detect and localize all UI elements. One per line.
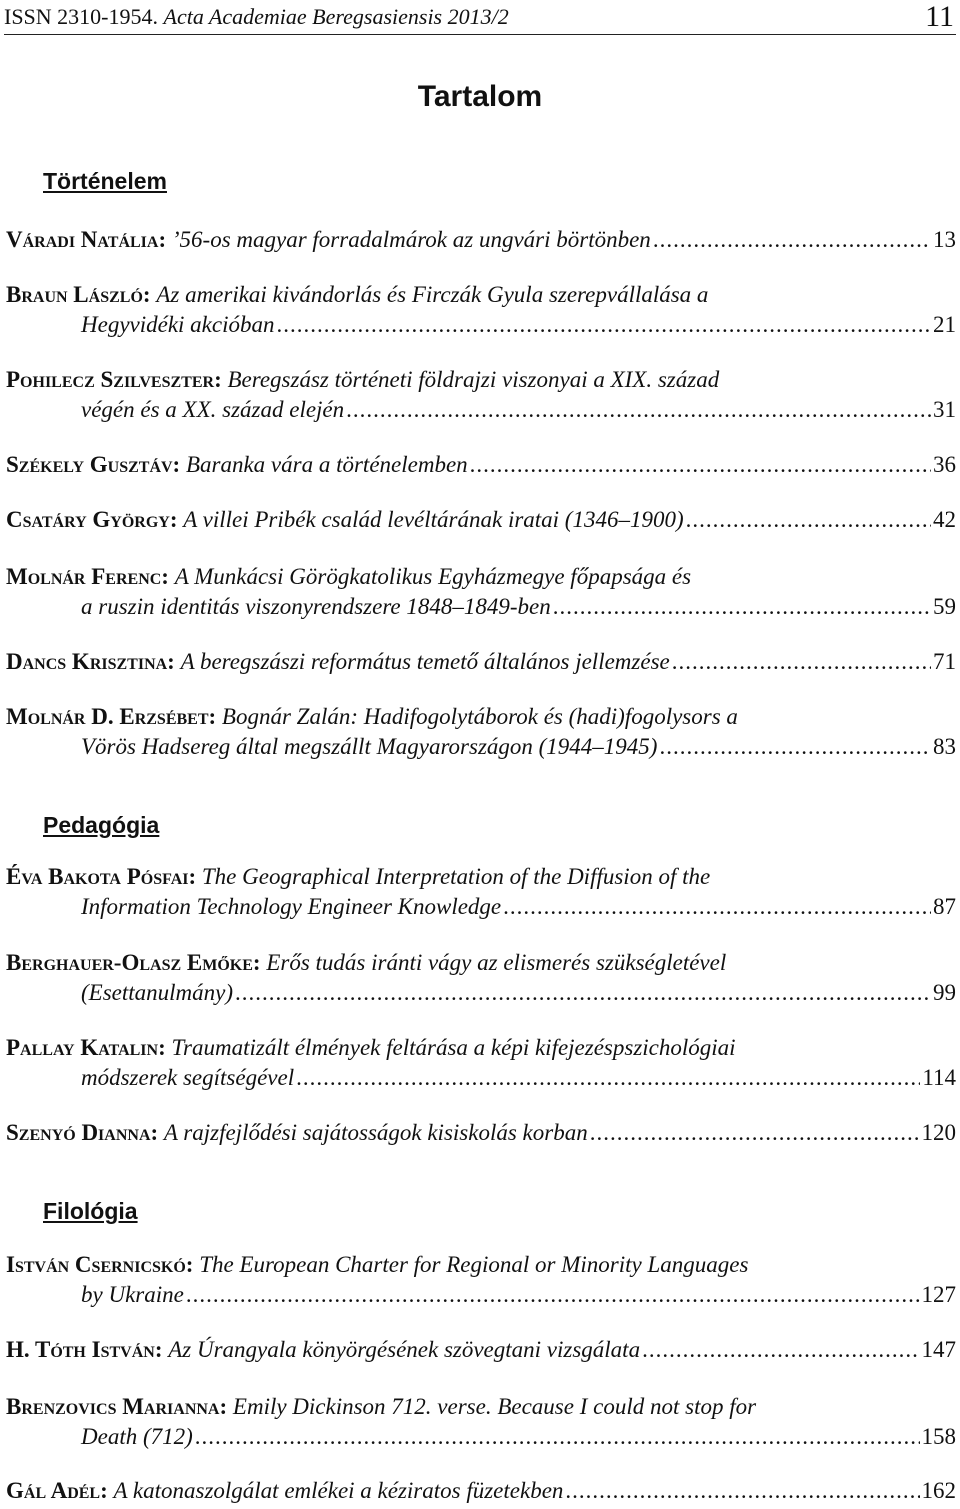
entry-page: 36	[933, 452, 956, 477]
entry-author: Brenzovics Marianna:	[6, 1394, 228, 1419]
page-number: 11	[925, 0, 954, 33]
entry-title: Erős tudás iránti vágy az elismerés szükségletével	[266, 950, 727, 975]
entry-title: The European Charter for Regional or Minority Languages	[199, 1252, 749, 1277]
entry-author: István Csernicskó:	[6, 1252, 194, 1277]
entry-title-cont: Hegyvidéki akcióban	[81, 312, 275, 337]
entry-title-cont: Information Technology Engineer Knowledge	[81, 894, 502, 919]
entry-title: A beregszászi református temető általános jellemzése	[180, 649, 670, 674]
entry-page: 120	[921, 1120, 956, 1145]
entry-author: Székely Gusztáv:	[6, 452, 181, 477]
entry-title: The Geographical Interpretation of the Diffusion of the	[201, 864, 711, 889]
issn: ISSN 2310-1954.	[4, 4, 159, 29]
entry-title: Az Úrangyala könyörgésének szövegtani vizsgálata	[168, 1337, 641, 1362]
running-header	[4, 0, 956, 35]
entry-page: 42	[933, 507, 956, 532]
entry-title: Baranka vára a történelemben	[185, 452, 468, 477]
entry-title-cont: a ruszin identitás viszonyrendszere 1848–1849-ben	[81, 594, 551, 619]
toc-entry[interactable]	[6, 1118, 956, 1148]
header-citation	[4, 4, 509, 30]
entry-title: A rajzfejlődési sajátosságok kisiskolás korban	[163, 1120, 588, 1145]
entry-page: 114	[922, 1065, 956, 1090]
toc-entry[interactable]	[6, 1392, 956, 1452]
entry-author: Pallay Katalin:	[6, 1035, 166, 1060]
entry-author: Pohilecz Szilveszter:	[6, 367, 222, 392]
entry-author: H. Tóth István:	[6, 1337, 163, 1362]
toc-entry[interactable]	[6, 1250, 956, 1310]
toc-entry[interactable]	[6, 862, 956, 922]
entry-page: 127	[921, 1282, 956, 1307]
entry-title-cont: végén és a XX. század elején	[81, 397, 345, 422]
entry-author: Csatáry György:	[6, 507, 178, 532]
entry-author: Molnár Ferenc:	[6, 564, 169, 589]
entry-page: 162	[921, 1478, 956, 1503]
entry-title: A Munkácsi Görögkatolikus Egyházmegye főpapsága és	[174, 564, 692, 589]
entry-page: 71	[933, 649, 956, 674]
page-title: Tartalom	[417, 80, 543, 113]
toc-entry[interactable]	[6, 1476, 956, 1506]
entry-page: 158	[921, 1424, 956, 1449]
entry-page: 83	[933, 734, 956, 759]
entry-page: 59	[933, 594, 956, 619]
toc-entry[interactable]	[6, 225, 956, 255]
entry-title: Emily Dickinson 712. verse. Because I could not stop for	[232, 1394, 757, 1419]
entry-author: Berghauer-Olasz Emőke:	[6, 950, 261, 975]
entry-author: Éva Bakota Pósfai:	[6, 864, 197, 889]
entry-title: Bognár Zalán: Hadifogolytáborok és (hadi)fogolysors a	[221, 704, 738, 729]
toc-entry[interactable]	[6, 647, 956, 677]
entry-page: 99	[933, 980, 956, 1005]
entry-title-cont: módszerek segítségével	[81, 1065, 295, 1090]
section-heading-pedagogy: Pedagógia	[43, 812, 160, 838]
toc-entry[interactable]	[6, 1033, 956, 1093]
entry-title: Traumatizált élmények feltárása a képi kifejezéspszichológiai	[171, 1035, 736, 1060]
entry-author: Szenyó Dianna:	[6, 1120, 159, 1145]
entry-title-cont: by Ukraine	[81, 1282, 184, 1307]
entry-page: 13	[933, 227, 956, 252]
toc-entry[interactable]	[6, 450, 956, 480]
toc-entry[interactable]	[6, 1335, 956, 1365]
toc-entry[interactable]	[6, 280, 956, 340]
toc-entry[interactable]	[6, 505, 956, 535]
entry-page: 21	[933, 312, 956, 337]
entry-author: Dancs Krisztina:	[6, 649, 175, 674]
entry-page: 87	[933, 894, 956, 919]
entry-author: Váradi Natália:	[6, 227, 167, 252]
toc-entry[interactable]	[6, 562, 956, 622]
toc-entry[interactable]	[6, 365, 956, 425]
section-heading-philology: Filológia	[43, 1198, 138, 1224]
section-heading-history: Történelem	[43, 168, 167, 194]
entry-title-cont: Vörös Hadsereg által megszállt Magyarországon (1944–1945)	[81, 734, 658, 759]
entry-title-cont: (Esettanulmány)	[81, 980, 234, 1005]
entry-page: 147	[921, 1337, 956, 1362]
toc-entry[interactable]	[6, 948, 956, 1008]
entry-page: 31	[933, 397, 956, 422]
entry-title: A katonaszolgálat emlékei a kéziratos füzetekben	[113, 1478, 564, 1503]
entry-title: ’56-os magyar forradalmárok az ungvári börtönben	[171, 227, 651, 252]
entry-author: Gál Adél:	[6, 1478, 108, 1503]
toc-entry[interactable]	[6, 702, 956, 762]
entry-title: Az amerikai kivándorlás és Firczák Gyula szerepvállalása a	[156, 282, 709, 307]
entry-author: Braun László:	[6, 282, 151, 307]
entry-title: Beregszász történeti földrajzi viszonyai a XIX. század	[227, 367, 720, 392]
entry-title-cont: Death (712)	[81, 1424, 193, 1449]
entry-author: Molnár D. Erzsébet:	[6, 704, 217, 729]
journal-name: Acta Academiae Beregsasiensis 2013/2	[163, 4, 509, 29]
entry-title: A villei Pribék család levéltárának iratai (1346–1900)	[183, 507, 684, 532]
